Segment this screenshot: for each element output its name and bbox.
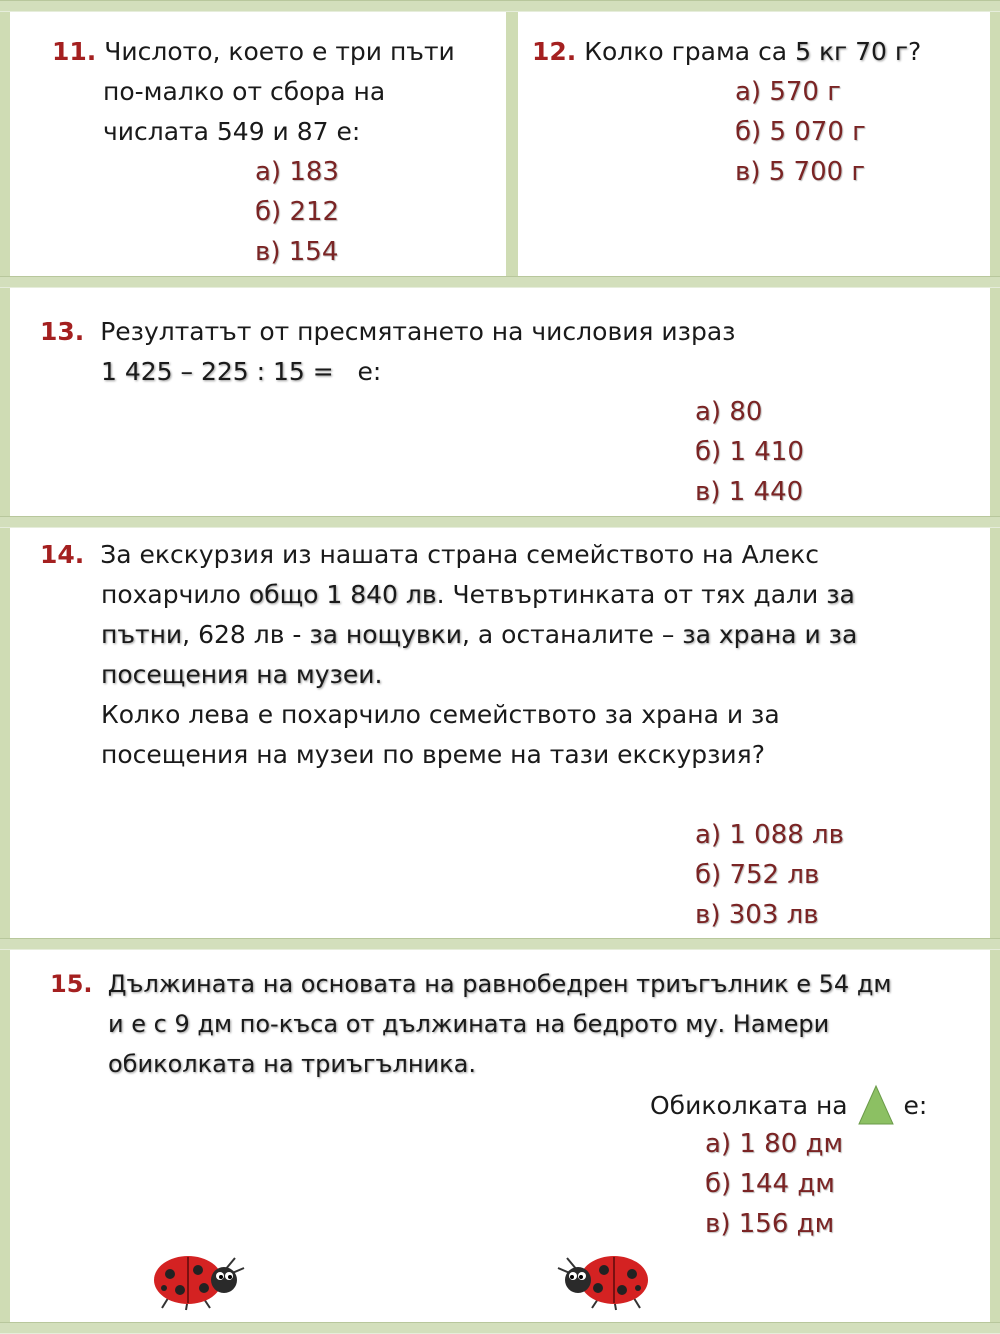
question-highlight: за храна и за: [682, 620, 858, 649]
question-text: похарчило: [101, 580, 249, 609]
perimeter-line: [650, 1084, 927, 1126]
question-number: 14.: [40, 540, 85, 569]
question-text: Дължината на основата на равнобедрен триъгълник е 54 дм: [107, 970, 892, 998]
question-text: , 628 лв -: [182, 620, 310, 649]
frame-row-2: [0, 516, 1000, 528]
question-text: Колко лева е похарчило семейството за храна и за: [101, 700, 780, 729]
frame-row-1: [0, 276, 1000, 288]
question-number: 12.: [532, 37, 577, 66]
question-highlight: посещения на музеи.: [101, 660, 383, 689]
answer-option[interactable]: в) 156 дм: [705, 1209, 835, 1239]
answer-option[interactable]: б) 752 лв: [695, 860, 820, 890]
answer-option[interactable]: в) 1 440: [695, 477, 804, 507]
answer-option[interactable]: в) 5 700 г: [735, 157, 866, 187]
question-text: , а останалите –: [461, 620, 683, 649]
answer-option[interactable]: а) 183: [255, 157, 339, 187]
question-text: посещения на музеи по време на тази екскурзия?: [101, 740, 765, 769]
answer-option[interactable]: а) 80: [695, 397, 763, 427]
question-text: Числото, което е три пъти: [104, 37, 455, 66]
question-text: . Четвъртинката от тях дали: [436, 580, 827, 609]
answer-option[interactable]: в) 303 лв: [695, 900, 819, 930]
answer-option[interactable]: а) 570 г: [735, 77, 841, 107]
question-text: Колко грама са: [584, 37, 788, 66]
question-number: 11.: [52, 37, 97, 66]
question-number: 13.: [40, 317, 85, 346]
perimeter-text: Обиколката на: [650, 1091, 848, 1120]
question-number: 15.: [50, 970, 93, 998]
question-highlight: общо 1 840 лв: [248, 580, 437, 609]
question-11: [52, 32, 455, 152]
triangle-icon: [856, 1084, 896, 1126]
ladybug-icon: [140, 1240, 250, 1312]
frame-left: [0, 0, 10, 1332]
question-text: и е с 9 дм по-къса от дължината на бедрото му. Намери: [108, 1010, 830, 1038]
question-highlight: пътни: [101, 620, 183, 649]
answers-14: [695, 815, 844, 935]
answer-option[interactable]: а) 1 088 лв: [695, 820, 844, 850]
answers-13: [695, 392, 804, 512]
answer-option[interactable]: в) 154: [255, 237, 339, 267]
frame-right: [990, 0, 1000, 1332]
frame-divider: [506, 0, 518, 282]
answer-option[interactable]: б) 5 070 г: [735, 117, 866, 147]
frame-bottom: [0, 1322, 1000, 1334]
answer-option[interactable]: б) 1 410: [695, 437, 804, 467]
question-13: [40, 312, 735, 392]
answer-option[interactable]: б) 144 дм: [705, 1169, 835, 1199]
question-highlight: за: [826, 580, 855, 609]
question-14: [40, 535, 857, 775]
frame-row-3: [0, 938, 1000, 950]
question-text: За екскурзия из нашата страна семейството на Алекс: [100, 540, 819, 569]
question-text: Резултатът от пресмятането на числовия израз: [100, 317, 736, 346]
answer-option[interactable]: б) 212: [255, 197, 340, 227]
question-text: обиколката на триъгълника.: [108, 1050, 476, 1078]
question-highlight: за нощувки: [309, 620, 462, 649]
answers-15: [705, 1124, 843, 1244]
question-text: е:: [357, 357, 382, 386]
perimeter-suffix: е:: [903, 1091, 928, 1120]
question-text: числата 549 и 87 е:: [103, 117, 361, 146]
question-text: по-малко от сбора на: [103, 77, 386, 106]
expression: 1 425 – 225 : 15 =: [101, 357, 334, 386]
question-15: [50, 964, 892, 1084]
frame-top: [0, 0, 1000, 12]
question-12: [532, 32, 921, 72]
answer-option[interactable]: а) 1 80 дм: [705, 1129, 844, 1159]
ladybug-icon: [552, 1240, 662, 1312]
answers-11: [255, 152, 339, 272]
question-highlight: 5 кг 70 г: [795, 37, 909, 66]
question-mark: ?: [908, 37, 922, 66]
answers-12: [735, 72, 866, 192]
